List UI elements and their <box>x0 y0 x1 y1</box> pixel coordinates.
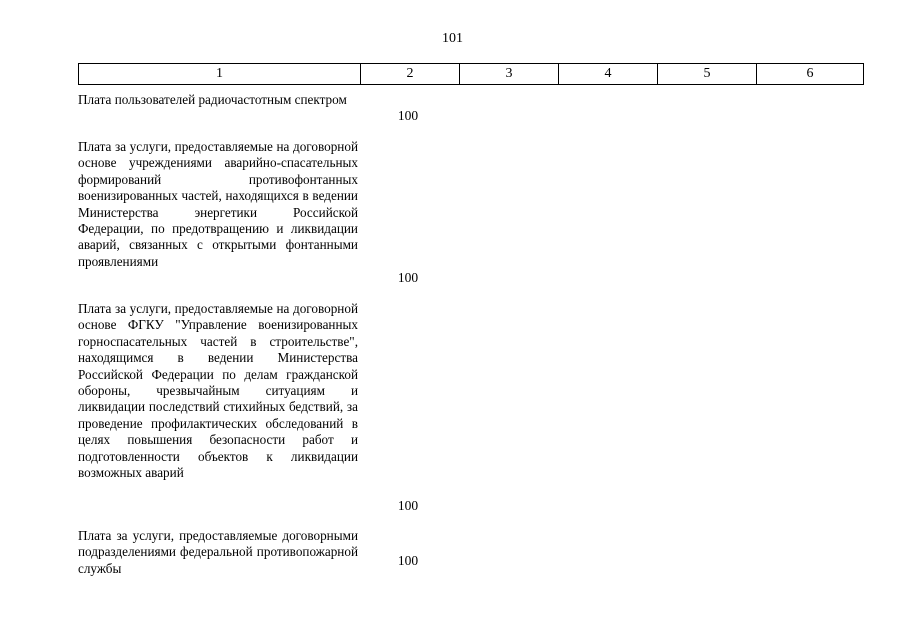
column-header-table <box>78 63 864 85</box>
row-description: Плата пользователей радиочастотным спектром <box>78 92 347 107</box>
row-value: 100 <box>397 498 419 513</box>
column-header-5: 5 <box>658 64 757 85</box>
column-header-3: 3 <box>460 64 559 85</box>
column-header-2: 2 <box>361 64 460 85</box>
row-value: 100 <box>397 553 419 568</box>
page-number: 101 <box>442 31 463 46</box>
column-header-6: 6 <box>757 64 864 85</box>
row-value: 100 <box>397 270 419 285</box>
column-header-1: 1 <box>79 64 361 85</box>
row-description: Плата за услуги, предоставляемые на договорной основе учреждениями аварийно-спасательных формирований противофонтанных военизированных частей, находящихся в ведении Министерства энергетики Российской Федерации, по предотвращению и ликвидации аварий, связанных с открытыми фонтанными проявлениями <box>78 139 358 269</box>
column-header-row <box>79 64 864 85</box>
row-description: Плата за услуги, предоставляемые на договорной основе ФГКУ "Управление военизированных горноспасательных частей в строительстве", находящимся в ведении Министерства Российской Федерации по делам гражданской обороны, чрезвычайным ситуациям и ликвидации последствий стихийных бедствий, за проведение профилактических обследований в целях повышения безопасности работ и подготовленности объектов к ликвидации возможных аварий <box>78 301 358 481</box>
column-header-4: 4 <box>559 64 658 85</box>
row-description: Плата за услуги, предоставляемые договорными подразделениями федеральной противопожарной службы <box>78 528 358 576</box>
row-value: 100 <box>397 108 419 123</box>
